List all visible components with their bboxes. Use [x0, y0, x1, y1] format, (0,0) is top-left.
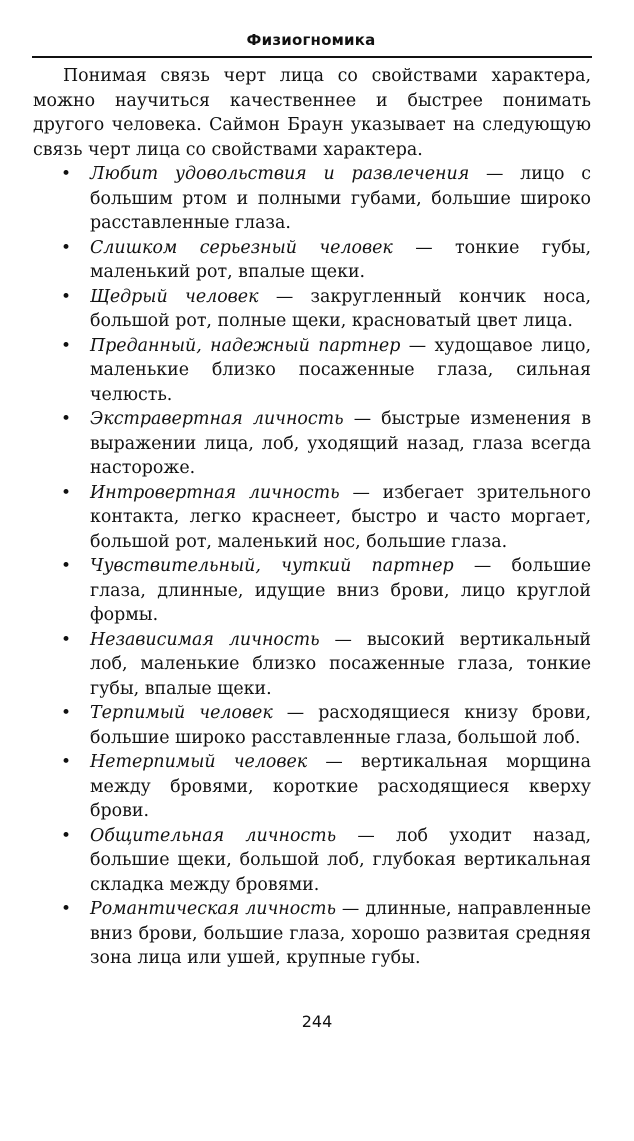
item-desc: — избегает зрительного контакта, легко краснеет, быстро и часто моргает, большой рот, маленький нос, большие глаза. — [90, 482, 591, 552]
bullet-icon: • — [61, 164, 72, 184]
item-desc: — расходящиеся книзу брови, большие широко расставленные глаза, большой лоб. — [90, 703, 592, 748]
running-header: Физиогномика — [246, 31, 376, 49]
item-desc: — вертикальная морщина между бровями, короткие расходящиеся кверху брови. — [90, 752, 591, 821]
list-item — [33, 334, 591, 408]
item-term: Чувствительный, чуткий партнер — [90, 556, 454, 576]
bullet-icon: • — [61, 237, 72, 258]
item-term: Щедрый человек — [90, 286, 259, 307]
item-desc: — худощавое лицо, маленькие близко посаженные глаза, сильная челюсть. — [90, 335, 591, 405]
item-desc: — быстрые изменения в выражении лица, лоб, уходящий назад, глаза всегда настороже. — [90, 409, 591, 478]
item-term: Терпимый человек — [90, 703, 273, 723]
item-desc: — большие глаза, длинные, идущие вниз брови, лицо круглой формы. — [90, 556, 592, 625]
bullet-icon: • — [61, 286, 72, 307]
bullet-icon: • — [61, 556, 72, 576]
header-rule — [32, 56, 592, 58]
intro-paragraph: Понимая связь черт лица со свойствами характера, можно научиться качественнее и быстрее понимать другого человека. Саймон Браун указывает на следующую связь черт лица со свойствами характера. — [33, 66, 591, 160]
list-item — [33, 824, 591, 898]
trait-list — [33, 162, 591, 971]
item-term: Слишком серьезный человек — [90, 237, 393, 258]
bullet-icon: • — [61, 335, 72, 356]
bullet-icon: • — [61, 899, 72, 919]
list-item — [33, 407, 591, 481]
list-item — [33, 628, 591, 702]
list-item — [33, 481, 591, 555]
item-term: Интровертная личность — [90, 482, 340, 503]
item-desc: — лицо с большим ртом и полными губами, большие широко расставленные глаза. — [90, 164, 591, 233]
list-item — [33, 750, 591, 824]
list-item — [33, 897, 591, 971]
bullet-icon: • — [61, 703, 72, 723]
item-term: Преданный, надежный партнер — [90, 335, 401, 356]
item-desc: — высокий вертикальный лоб, маленькие близко посаженные глаза, тонкие губы, впалые щеки. — [90, 629, 591, 699]
list-item — [33, 236, 591, 285]
item-desc: — лоб уходит назад, большие щеки, большой лоб, глубокая вертикальная складка между бровями. — [90, 825, 592, 895]
item-term: Нетерпимый человек — [90, 752, 308, 772]
item-desc: — длинные, направленные вниз брови, большие глаза, хорошо развитая средняя зона лица или ушей, крупные губы. — [90, 899, 591, 968]
item-term: Общительная личность — [90, 825, 337, 846]
page-number: 244 — [301, 1012, 333, 1031]
list-item — [33, 285, 591, 334]
item-term: Романтическая личность — [90, 899, 336, 919]
list-item — [33, 554, 591, 628]
item-term: Независимая личность — [90, 629, 320, 650]
item-term: Любит удовольствия и развлечения — [90, 164, 470, 184]
page-body — [33, 64, 591, 971]
item-desc: — закругленный кончик носа, большой рот, полные щеки, красноватый цвет лица. — [90, 286, 591, 331]
list-item — [33, 701, 591, 750]
list-item — [33, 162, 591, 236]
bullet-icon: • — [61, 629, 72, 650]
bullet-icon: • — [61, 752, 72, 772]
item-desc: — тонкие губы, маленький рот, впалые щеки. — [90, 237, 592, 282]
bullet-icon: • — [61, 825, 72, 846]
bullet-icon: • — [61, 482, 72, 503]
bullet-icon: • — [61, 409, 72, 429]
item-term: Экстравертная личность — [90, 409, 344, 429]
